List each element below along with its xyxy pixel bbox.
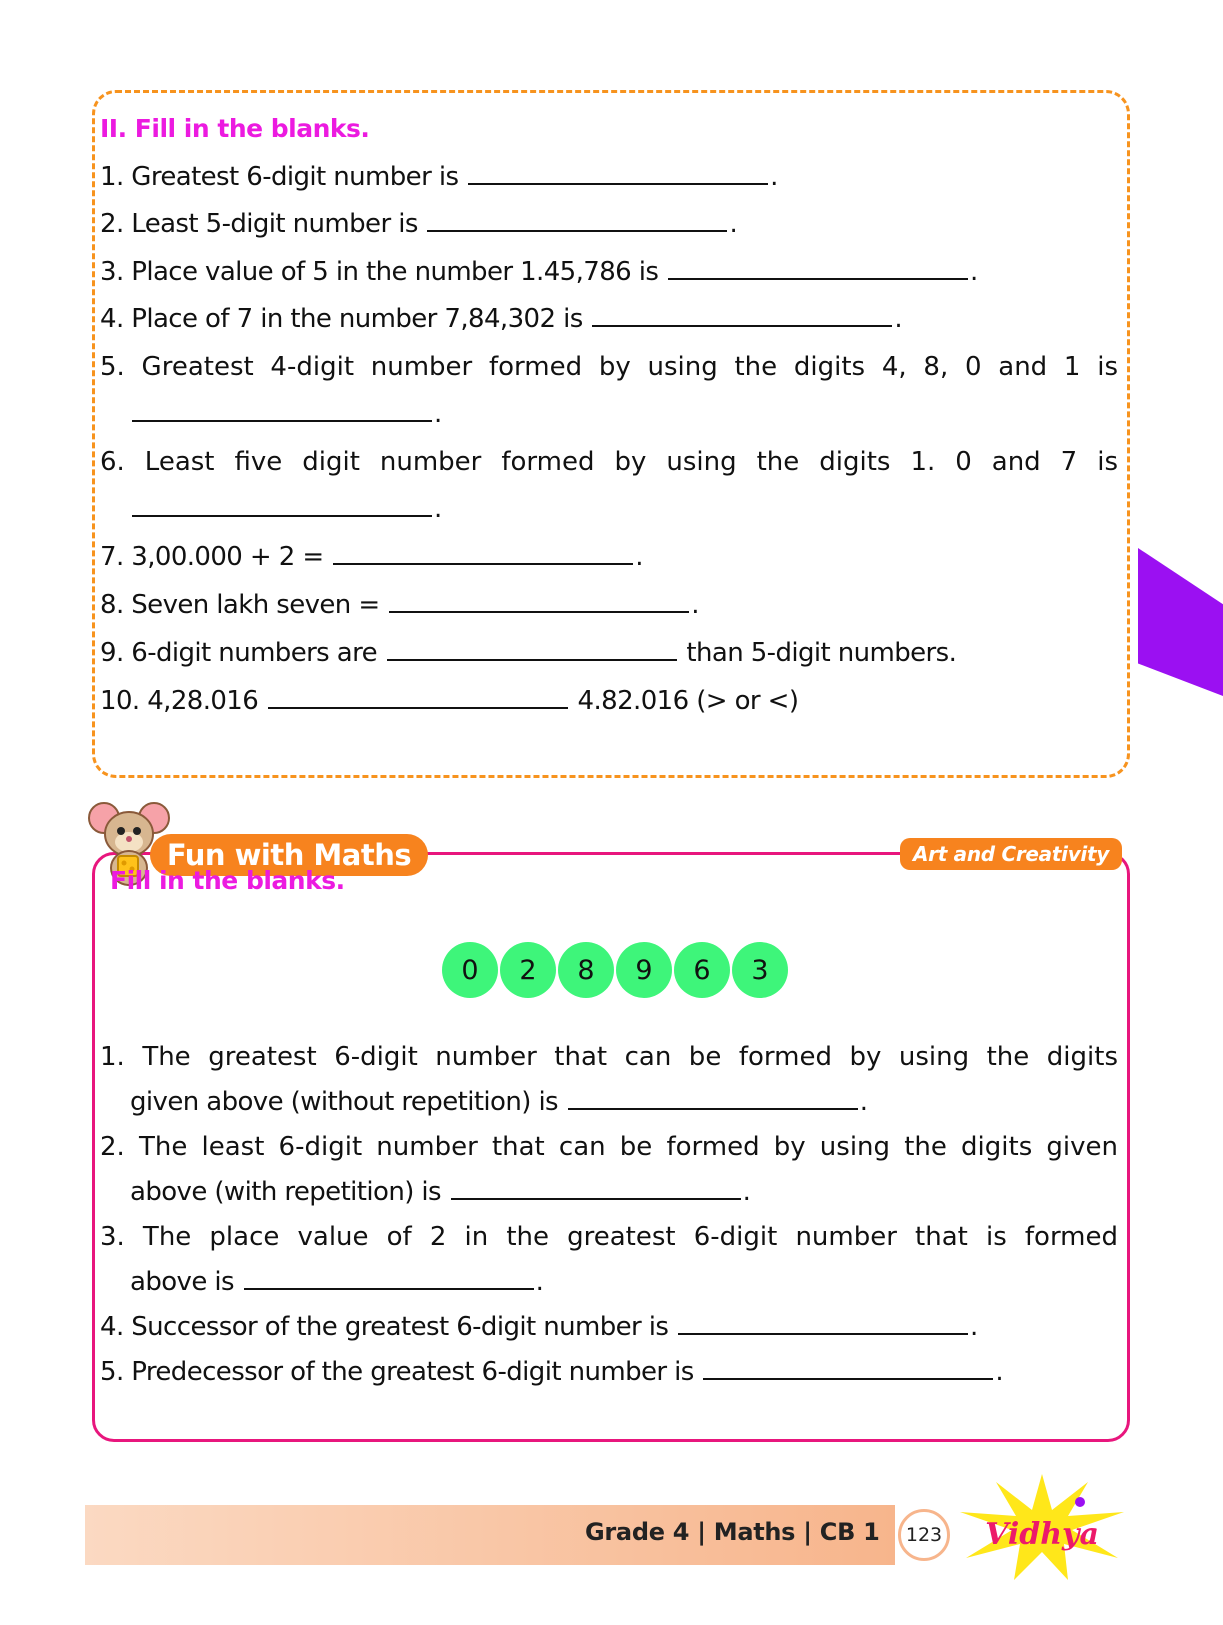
- fun-question-2: 2. The least 6-digit number that can be formed by using the digits given: [100, 1132, 1118, 1162]
- art-creativity-tag: Art and Creativity: [900, 838, 1122, 870]
- question-8: [100, 588, 699, 622]
- question-1: [100, 160, 778, 194]
- footer-separator: |: [803, 1518, 812, 1546]
- question-5-answer: [130, 397, 442, 431]
- question-2: [100, 207, 737, 241]
- answer-blank[interactable]: [132, 493, 432, 517]
- answer-blank[interactable]: [268, 685, 568, 709]
- question-end: .: [434, 399, 442, 429]
- question-text: 9. 6-digit numbers are: [100, 638, 378, 668]
- answer-blank[interactable]: [451, 1176, 741, 1200]
- question-text: 3. Place value of 5 in the number 1.45,786 is: [100, 257, 659, 287]
- digit-circle: 6: [674, 942, 730, 998]
- question-end: .: [635, 542, 643, 572]
- fun-question-2-answer: [130, 1175, 750, 1209]
- footer-separator: |: [697, 1518, 706, 1546]
- answer-blank[interactable]: [387, 637, 677, 661]
- question-4: [100, 302, 902, 336]
- question-text: 1. Greatest 6-digit number is: [100, 162, 459, 192]
- fun-question-1-answer: [130, 1085, 867, 1119]
- question-10: [100, 684, 798, 718]
- logo-text: Vidhya: [985, 1517, 1099, 1552]
- question-5: 5. Greatest 4-digit number formed by using the digits 4, 8, 0 and 1 is: [100, 352, 1118, 382]
- question-7: [100, 540, 643, 574]
- question-end: .: [995, 1357, 1004, 1387]
- question-end: .: [742, 1177, 751, 1207]
- question-text: above (with repetition) is: [130, 1177, 441, 1207]
- question-end: .: [970, 1312, 978, 1342]
- digit-circles: [442, 942, 788, 998]
- answer-blank[interactable]: [678, 1311, 968, 1335]
- digit-circle: 9: [616, 942, 672, 998]
- digit-circle: 0: [442, 942, 498, 998]
- answer-blank[interactable]: [427, 208, 727, 232]
- question-text: 10. 4,28.016: [100, 686, 259, 716]
- fun-question-3-answer: [130, 1265, 543, 1299]
- answer-blank[interactable]: [568, 1086, 858, 1110]
- answer-blank[interactable]: [668, 256, 968, 280]
- question-text: given above (without repetition) is: [130, 1087, 559, 1117]
- answer-blank[interactable]: [468, 161, 768, 185]
- question-end: .: [770, 162, 778, 192]
- section-heading: II. Fill in the blanks.: [100, 114, 370, 143]
- answer-blank[interactable]: [389, 589, 689, 613]
- answer-blank[interactable]: [244, 1266, 534, 1290]
- answer-blank[interactable]: [333, 541, 633, 565]
- question-end: .: [729, 209, 738, 239]
- side-tab-decoration: [1138, 548, 1223, 696]
- answer-blank[interactable]: [592, 303, 892, 327]
- digit-circle: 2: [500, 942, 556, 998]
- question-end: .: [434, 494, 442, 524]
- footer-label: [585, 1518, 880, 1546]
- question-3: [100, 255, 978, 289]
- footer-grade: Grade 4: [585, 1518, 690, 1546]
- footer-book: CB 1: [819, 1518, 880, 1546]
- fun-question-5: [100, 1355, 1003, 1389]
- question-end: .: [970, 257, 978, 287]
- footer-subject: Maths: [713, 1518, 796, 1546]
- question-end: 4.82.016 (> or <): [577, 686, 799, 716]
- question-end: .: [535, 1267, 544, 1297]
- vidhya-logo-icon: [958, 1472, 1126, 1582]
- question-end: .: [691, 590, 699, 620]
- question-text: 7. 3,00.000 + 2 =: [100, 542, 324, 572]
- fun-question-4: [100, 1310, 978, 1344]
- digit-circle: 3: [732, 942, 788, 998]
- question-text: 4. Place of 7 in the number 7,84,302 is: [100, 304, 583, 334]
- answer-blank[interactable]: [703, 1356, 993, 1380]
- question-end: .: [894, 304, 902, 334]
- question-9: [100, 636, 956, 670]
- question-text: 8. Seven lakh seven =: [100, 590, 380, 620]
- question-text: above is: [130, 1267, 234, 1297]
- answer-blank[interactable]: [132, 398, 432, 422]
- fun-with-maths-banner: Fun with Maths: [150, 834, 428, 876]
- fun-heading: Fill in the blanks.: [110, 866, 345, 895]
- question-6-answer: [130, 492, 442, 526]
- question-end: than 5-digit numbers.: [686, 638, 957, 668]
- question-text: 2. Least 5-digit number is: [100, 209, 418, 239]
- question-end: .: [859, 1087, 868, 1117]
- page-number: 123: [898, 1509, 950, 1561]
- question-text: 5. Predecessor of the greatest 6-digit number is: [100, 1357, 694, 1387]
- digit-circle: 8: [558, 942, 614, 998]
- question-text: 4. Successor of the greatest 6-digit number is: [100, 1312, 669, 1342]
- fun-question-1: 1. The greatest 6-digit number that can be formed by using the digits: [100, 1042, 1118, 1072]
- fun-question-3: 3. The place value of 2 in the greatest 6-digit number that is formed: [100, 1222, 1118, 1252]
- question-6: 6. Least five digit number formed by using the digits 1. 0 and 7 is: [100, 447, 1118, 477]
